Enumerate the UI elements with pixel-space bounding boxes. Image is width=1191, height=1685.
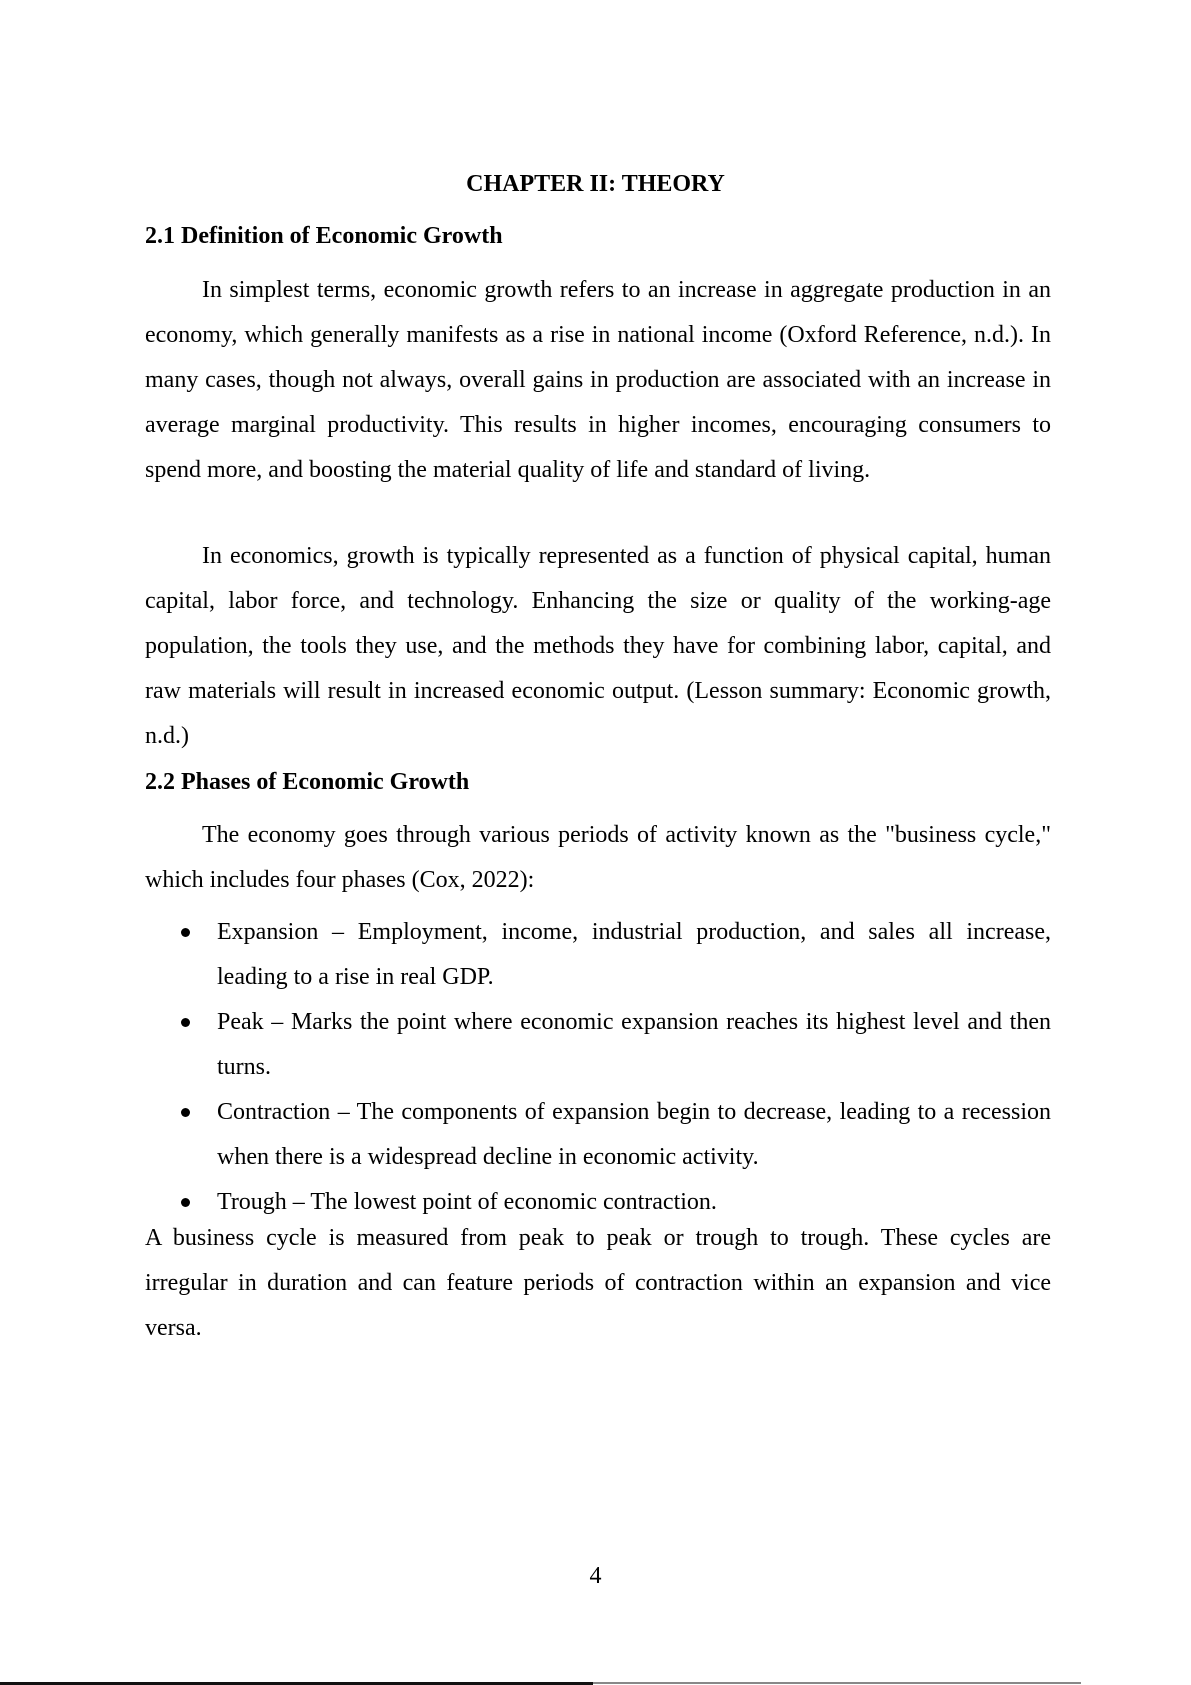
section-heading-2-1: 2.1 Definition of Economic Growth <box>145 223 503 249</box>
paragraph-definition-2: In economics, growth is typically represented as a function of physical capital, human capital, labor force, and technology. Enhancing the size or quality of the working-age population, the tools they use, and the methods they have for combining labor, capital, and raw materials will result in increased economic output. (Lesson summary: Economic growth, n.d.) <box>145 543 1051 749</box>
list-item-text: Contraction – The components of expansion begin to decrease, leading to a recession when there is a widespread decline in economic activity. <box>217 1099 1051 1170</box>
list-item-text: Trough – The lowest point of economic contraction. <box>217 1189 717 1215</box>
list-item-text: Expansion – Employment, income, industrial production, and sales all increase, leading to a rise in real GDP. <box>217 919 1051 990</box>
bullet-icon <box>181 1108 190 1117</box>
list-item-contraction <box>145 1090 1051 1180</box>
chapter-title: CHAPTER II: THEORY <box>466 171 725 197</box>
bullet-icon <box>181 1018 190 1027</box>
list-item-peak <box>145 1000 1051 1090</box>
paragraph-phases-intro: The economy goes through various periods of activity known as the "business cycle," which includes four phases (Cox, 2022): <box>145 822 1051 893</box>
paragraph-business-cycle: A business cycle is measured from peak to peak or trough to trough. These cycles are irregular in duration and can feature periods of contraction within an expansion and vice versa. <box>145 1225 1051 1341</box>
list-item-expansion <box>145 910 1051 1000</box>
section-heading-2-2: 2.2 Phases of Economic Growth <box>145 769 470 795</box>
phases-list <box>145 910 1051 1225</box>
page-edge-divider-light <box>593 1682 1081 1684</box>
list-item-text: Peak – Marks the point where economic expansion reaches its highest level and then turns. <box>217 1009 1051 1080</box>
bullet-icon <box>181 1198 190 1207</box>
page-number: 4 <box>589 1563 602 1589</box>
paragraph-definition-1: In simplest terms, economic growth refers to an increase in aggregate production in an economy, which generally manifests as a rise in national income (Oxford Reference, n.d.). In many cases, though not always, overall gains in production are associated with an increase in average marginal productivity. This results in higher incomes, encouraging consumers to spend more, and boosting the material quality of life and standard of living. <box>145 277 1051 483</box>
bullet-icon <box>181 928 190 937</box>
